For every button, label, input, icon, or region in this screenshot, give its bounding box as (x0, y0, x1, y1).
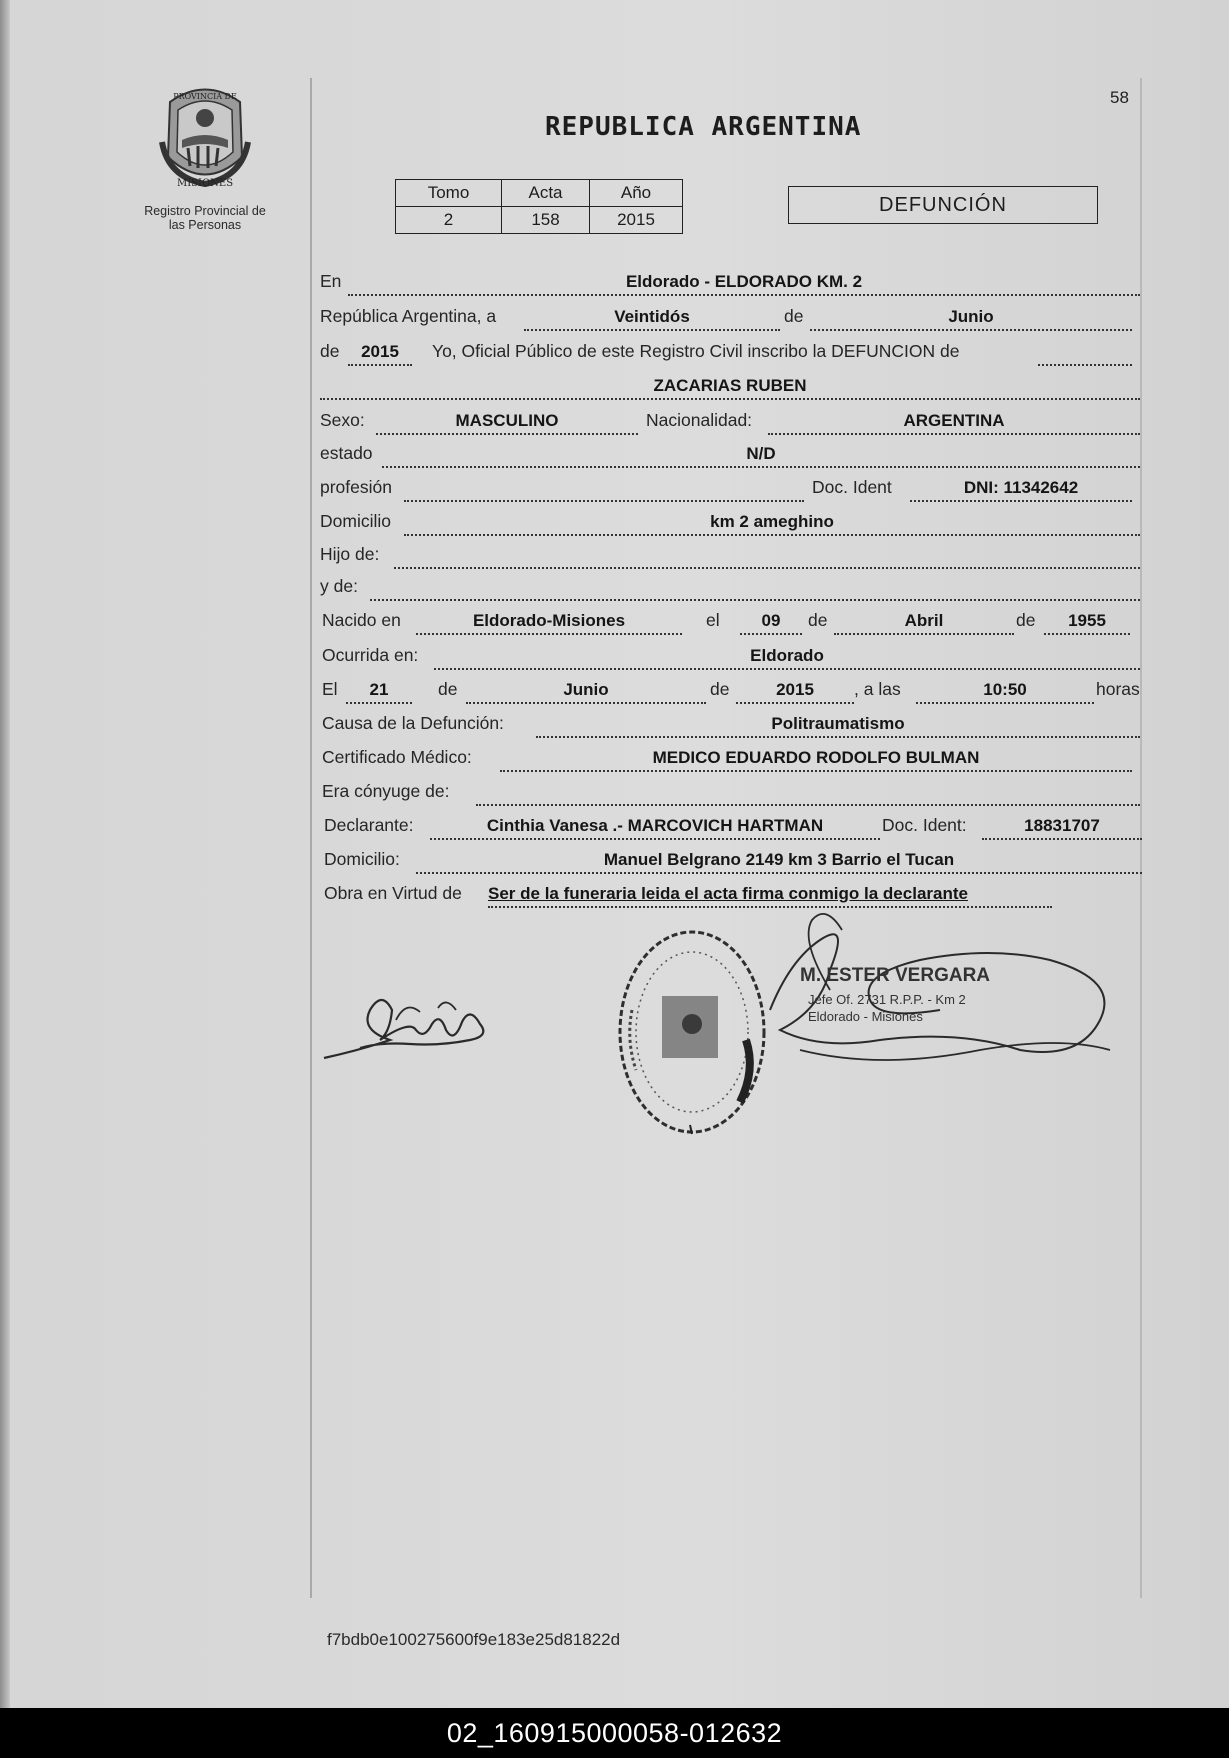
officer-title-line-1: Jefe Of. 2731 R.P.P. - Km 2 (808, 992, 966, 1007)
binding-edge (0, 0, 10, 1708)
field-birthplace (416, 609, 682, 635)
label-de-year: de (320, 341, 340, 361)
row-en (320, 266, 1142, 296)
row-year (320, 336, 1142, 366)
sheet-edge-left (310, 78, 312, 1598)
value-death-month: Junio (563, 680, 609, 699)
scan-id-bar: 02_160915000058-012632 (0, 1708, 1229, 1758)
field-domicilio (404, 510, 1140, 536)
reference-value-row (396, 207, 683, 234)
row-y-de (320, 571, 1142, 601)
field-birth-year (1044, 609, 1130, 635)
label-de-month: de (784, 306, 804, 326)
value-sexo: MASCULINO (455, 411, 559, 430)
label-ocurrida: Ocurrida en: (322, 645, 419, 665)
declarant-signature (320, 960, 500, 1070)
label-de-death-year: de (710, 679, 730, 699)
signature-area (320, 900, 1140, 1160)
field-death-month (466, 678, 706, 704)
field-deceased-name (320, 374, 1140, 400)
label-declarante: Declarante: (324, 815, 414, 835)
field-year (348, 340, 412, 366)
label-doc-ident: Doc. Ident (812, 477, 892, 497)
value-deceased-name: ZACARIAS RUBEN (653, 376, 807, 395)
registry-line-2: las Personas (168, 218, 242, 232)
row-conyuge (320, 776, 1142, 806)
label-domicilio: Domicilio (320, 511, 391, 531)
field-conyuge (476, 780, 1140, 806)
act-type-box: DEFUNCIÓN (788, 186, 1098, 224)
field-estado (382, 442, 1140, 468)
value-year: 2015 (361, 342, 399, 361)
value-death-day: 21 (369, 680, 389, 699)
header-anio: Año (590, 180, 683, 207)
value-birth-month: Abril (904, 611, 944, 630)
value-death-year: 2015 (776, 680, 814, 699)
label-hijo-de: Hijo de: (320, 544, 380, 564)
field-doc-ident (910, 476, 1132, 502)
row-ocurrida (320, 640, 1142, 670)
reference-table (395, 179, 683, 234)
row-domicilio (320, 506, 1142, 536)
label-estado: estado (320, 443, 373, 463)
value-acta: 158 (502, 207, 590, 234)
field-month (810, 305, 1132, 331)
label-nacionalidad: Nacionalidad: (646, 410, 753, 430)
seal-graphic (150, 82, 260, 192)
page-title: REPUBLICA ARGENTINA (545, 112, 862, 142)
row-death-date (320, 674, 1142, 704)
value-birth-year: 1955 (1068, 611, 1106, 630)
label-republica: República Argentina, a (320, 306, 497, 326)
row-estado (320, 438, 1142, 468)
label-de-birth-year: de (1016, 610, 1036, 630)
value-anio: 2015 (590, 207, 683, 234)
row-causa (320, 708, 1142, 738)
field-causa (536, 712, 1140, 738)
label-y-de: y de: (320, 576, 358, 596)
label-causa: Causa de la Defunción: (322, 713, 504, 733)
field-birth-day (740, 609, 802, 635)
row-name (320, 370, 1142, 400)
row-sexo (320, 405, 1142, 435)
label-domicilio-declarante: Domicilio: (324, 849, 400, 869)
label-de-death-month: de (438, 679, 458, 699)
value-day-written: Veintidós (614, 307, 690, 326)
officer-name: M. ESTER VERGARA (800, 965, 991, 986)
value-domicilio: km 2 ameghino (710, 512, 834, 531)
value-estado: N/D (746, 444, 776, 463)
province-seal-icon (150, 82, 260, 192)
value-certificado: MEDICO EDUARDO RODOLFO BULMAN (652, 748, 980, 767)
label-profesion: profesión (320, 477, 392, 497)
svg-text:PROVINCIA DE: PROVINCIA DE (173, 92, 237, 101)
value-declarante-doc: 18831707 (1024, 816, 1100, 835)
value-domicilio-declarante: Manuel Belgrano 2149 km 3 Barrio el Tucan (603, 850, 955, 869)
label-el-death: El (322, 679, 338, 699)
document-hash: f7bdb0e100275600f9e183e25d81822d (327, 1630, 621, 1649)
value-birthplace: Eldorado-Misiones (472, 611, 626, 630)
field-death-day (346, 678, 412, 704)
label-a-las: , a las (854, 679, 901, 699)
field-sexo (376, 409, 638, 435)
registry-name (120, 204, 290, 232)
svg-text:MISIONES: MISIONES (176, 178, 234, 189)
field-declarante-doc (982, 814, 1142, 840)
row-declarante (320, 810, 1142, 840)
label-officer-statement: Yo, Oficial Público de este Registro Civil inscribo la DEFUNCION de (432, 341, 960, 361)
field-certificado (500, 746, 1132, 772)
field-death-time (916, 678, 1094, 704)
registry-line-1: Registro Provincial de (144, 204, 266, 218)
row-hijo-de (320, 539, 1142, 569)
reference-header-row (396, 180, 683, 207)
field-profesion (404, 476, 804, 502)
value-ocurrida: Eldorado (750, 646, 824, 665)
row-profesion (320, 472, 1142, 502)
header-tomo: Tomo (396, 180, 502, 207)
field-death-year (736, 678, 854, 704)
field-birth-month (834, 609, 1014, 635)
label-certificado: Certificado Médico: (322, 747, 472, 767)
field-en (348, 270, 1140, 296)
officer-title-line-2: Eldorado - Misiones (808, 1009, 923, 1024)
value-death-time: 10:50 (983, 680, 1027, 699)
value-month: Junio (948, 307, 994, 326)
label-en: En (320, 271, 342, 291)
value-en: Eldorado - ELDORADO KM. 2 (625, 272, 863, 291)
official-stamp-icon (600, 920, 780, 1150)
value-doc-ident: DNI: 11342642 (963, 478, 1079, 497)
label-nacido: Nacido en (322, 610, 401, 630)
header-acta: Acta (502, 180, 590, 207)
field-ocurrida (434, 644, 1140, 670)
officer-title (808, 991, 966, 1025)
label-sexo: Sexo: (320, 410, 365, 430)
label-de-birth-month: de (808, 610, 828, 630)
value-birth-day: 09 (761, 611, 781, 630)
value-declarante: Cinthia Vanesa .- MARCOVICH HARTMAN (486, 816, 824, 835)
label-el: el (706, 610, 720, 630)
page-number: 58 (1110, 88, 1129, 107)
value-obra: Ser de la funeraria leida el acta firma conmigo la declarante (488, 884, 968, 903)
label-conyuge: Era cónyuge de: (322, 781, 450, 801)
label-declarante-doc: Doc. Ident: (882, 815, 967, 835)
field-nacionalidad (768, 409, 1140, 435)
row-nacido (320, 605, 1142, 635)
row-domicilio-declarante (320, 844, 1142, 874)
label-horas: horas (1096, 679, 1140, 699)
value-tomo: 2 (396, 207, 502, 234)
field-declarante (430, 814, 880, 840)
row-republica (320, 301, 1142, 331)
field-y-de (370, 575, 1140, 601)
field-domicilio-declarante (416, 848, 1142, 874)
row-certificado (320, 742, 1142, 772)
value-nacionalidad: ARGENTINA (903, 411, 1005, 430)
field-statement-end (1038, 340, 1132, 366)
value-causa: Politraumatismo (771, 714, 905, 733)
field-day-written (524, 305, 780, 331)
label-obra: Obra en Virtud de (324, 883, 462, 903)
field-hijo-de (394, 543, 1140, 569)
